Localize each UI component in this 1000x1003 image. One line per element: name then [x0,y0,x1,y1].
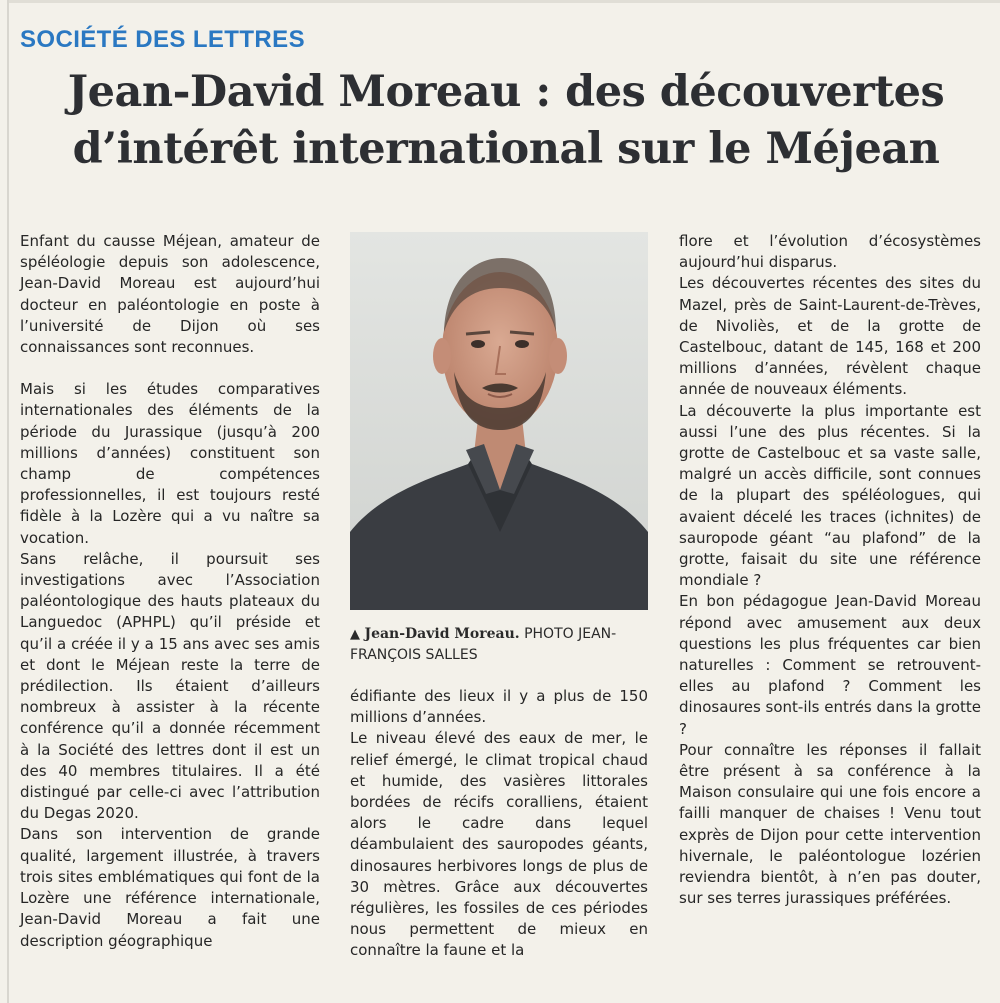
article-column-1 [20,231,320,952]
paragraph: En bon pédagogue Jean-David Moreau répond avec amusement aux deux questions les plus fréquentes car bien naturelles : Comment se retrouvent-elles au plafond ? Comment les dinosaures sont-ils entrés dans la grotte ? [679,592,981,738]
paragraph: flore et l’évolution d’écosystèmes aujourd’hui disparus. [679,232,981,272]
section-label: SOCIÉTÉ DES LETTRES [20,26,305,53]
caption-name: Jean-David Moreau. [364,626,520,642]
paragraph: Les découvertes récentes des sites du Mazel, près de Saint-Laurent-de-Trèves, de Nivoliès, et de la grotte de Castelbouc, datant de 145, 168 et 200 millions d’années, révèlent chaque année de nouveaux éléments. [679,274,981,399]
paragraph: Le niveau élevé des eaux de mer, le relief émergé, le climat tropical chaud et humide, des vasières littorales bordées de récifs coralliens, étaient alors le cadre dans lequel déambulaient des sauropodes géants, dinosaures herbivores longs de plus de 30 mètres. Grâce aux découvertes régulières, les fossiles de ces périodes nous permettent de mieux en connaître la faune et la [350,729,648,960]
article-column-3 [679,231,981,910]
paragraph: Enfant du causse Méjean, amateur de spéléologie depuis son adolescence, Jean-David Moreau est aujourd’hui docteur en paléontologie en poste à l’université de Dijon où ses connaissances sont reconnues. [20,232,320,357]
paragraph: Pour connaître les réponses il fallait être présent à sa conférence à la Maison consulaire qui une fois encore a failli manquer de chaises ! Venu tout exprès de Dijon pour cette intervention hivernale, le paléontologue lozérien reviendra bientôt, à n’en pas douter, sur ses terres jurassiques préférées. [679,740,981,908]
triangle-icon: ▲ [350,627,360,642]
photo-credit: PHOTO JEAN-FRANÇOIS SALLES [350,626,617,663]
headline [26,64,986,178]
paragraph: édifiante des lieux il y a plus de 150 millions d’années. [350,687,648,727]
paragraph: Sans relâche, il poursuit ses investigations avec l’Association paléontologique des hauts plateaux du Languedoc (APHPL) qu’il préside et qu’il a créée il y a 15 ans avec ses amis et dont le Méjean reste la terre de prédilection. Ils étaient d’ailleurs nombreux à assister à la récente conférence qu’il a donnée récemment à la Société des lettres dont il est un des 40 membres titulaires. Il a été distingué par celle-ci avec l’attribution du Degas 2020. [20,549,320,823]
portrait-photo [350,232,648,610]
article-column-2 [350,686,648,962]
paragraph: La découverte la plus importante est aussi l’une des plus récentes. Si la grotte de Castelbouc et sa vaste salle, malgré un accès difficile, sont connues de la plupart des spéléologues, qui avaient décelé les traces (ichnites) de sauropode géant “au plafond” de la grotte, faisait du site une référence mondiale ? [679,401,981,590]
headline-line-1: Jean-David Moreau : des découvertes [67,67,945,117]
portrait-photo-icon [350,232,648,610]
headline-line-2: d’intérêt international sur le Méjean [72,124,940,174]
left-frame-rule [7,0,9,1003]
photo-caption [350,624,650,666]
paragraph: Mais si les études comparatives internationales des éléments de la période du Jurassique (jusqu’à 200 millions d’années) constituent son champ de compétences professionnelles, il est toujours resté fidèle à la Lozère qui a vu naître sa vocation. [20,380,320,547]
paragraph: Dans son intervention de grande qualité, largement illustrée, à travers trois sites emblématiques qui font de la Lozère une référence internationale, Jean-David Moreau a fait une description géographique [20,825,320,950]
top-rule [7,0,1000,3]
